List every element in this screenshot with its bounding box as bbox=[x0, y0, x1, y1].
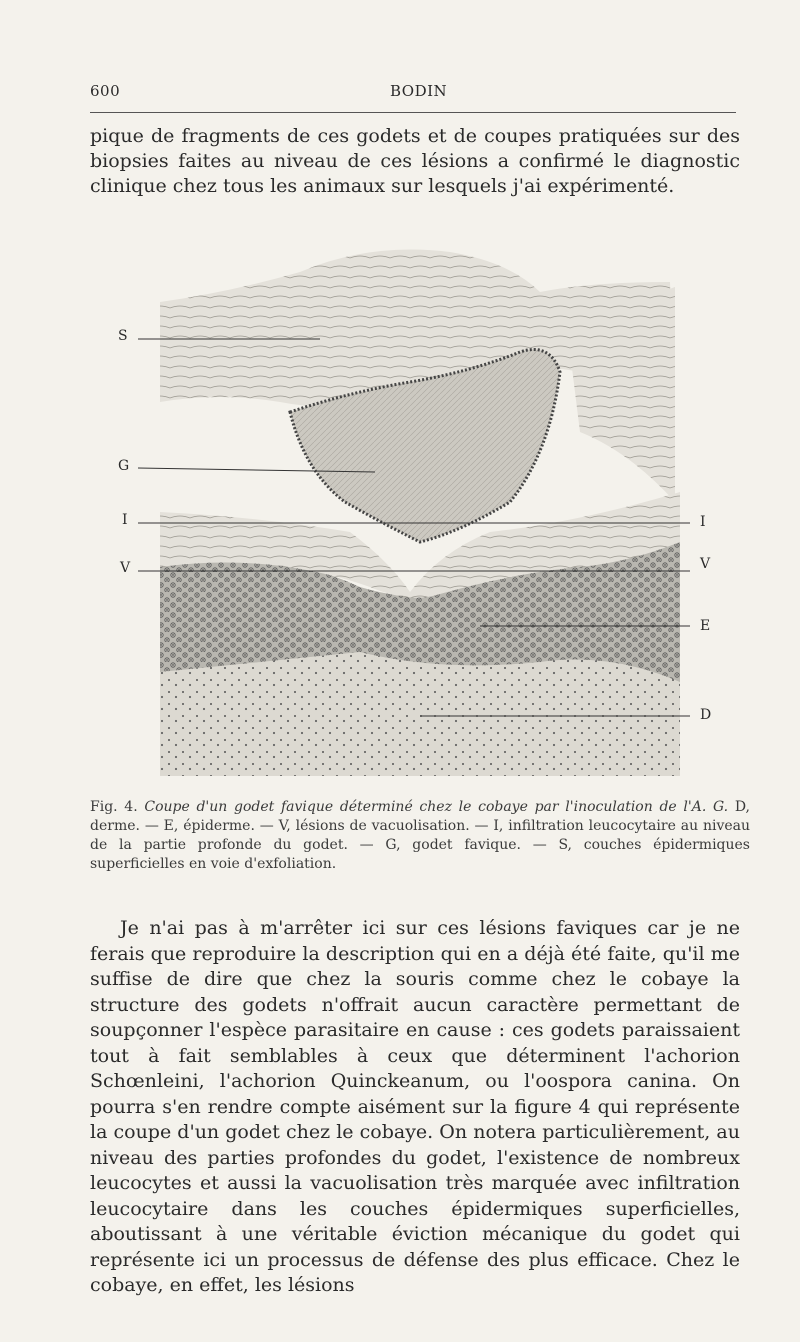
label-E: E bbox=[700, 618, 711, 634]
caption-lead: Fig. 4. bbox=[90, 799, 138, 815]
header-rule bbox=[90, 112, 736, 113]
label-S: S bbox=[118, 328, 128, 344]
page-number: 600 bbox=[90, 82, 121, 100]
label-V-right: V bbox=[700, 556, 711, 572]
page-header bbox=[90, 82, 736, 106]
paragraph-1: pique de fragments de ces godets et de coupes pratiquées sur des biopsies faites au niveau de ces lésions a confirmé le diagnostic clinique chez tous les animaux sur lesquels j'ai expérimenté. bbox=[90, 125, 740, 197]
caption-title: Coupe d'un godet favique déterminé chez le cobaye par l'inoculation de l'A. G. bbox=[144, 799, 729, 815]
label-I-left: I bbox=[122, 512, 128, 528]
figure-histology bbox=[110, 232, 720, 780]
caption-body: D, derme. — E, épiderme. — V, lésions de vacuolisation. — I, infiltration leucocytaire au niveau de la partie profonde du godet. — G, godet favique. — S, couches épidermiques superficielles en voie d'exfoliation. bbox=[90, 799, 750, 872]
label-G: G bbox=[118, 458, 130, 474]
histology-illustration bbox=[110, 232, 720, 780]
figure-caption bbox=[90, 798, 750, 874]
label-V-left: V bbox=[120, 560, 131, 576]
label-I-right: I bbox=[700, 514, 706, 530]
paragraph-2: Je n'ai pas à m'arrêter ici sur ces lésions faviques car je ne ferais que reproduire la description qui en a déjà été faite, qu'il me suffise de dire que chez la souris comme chez le cobaye la structure des godets n'offrait aucun caractère permettant de soupçonner l'espèce parasitaire en cause : ces godets paraissaient tout à fait semblables à ceux que déterminent l'achorion Schœnleini, l'achorion Quinckeanum, ou l'oospora canina. On pourra s'en rendre compte aisément sur la figure 4 qui représente la coupe d'un godet chez le cobaye. On notera particulièrement, au niveau des parties profondes du godet, l'existence de nombreux leucocytes et aussi la vacuolisation très marquée avec infiltration leucocytaire dans les couches épidermiques superficielles, aboutissant à une véritable éviction mécanique du godet qui représente ici un processus de défense des plus efficace. Chez le cobaye, en effet, les lésions bbox=[90, 917, 740, 1296]
label-D: D bbox=[700, 707, 712, 723]
running-head: BODIN bbox=[390, 82, 448, 100]
